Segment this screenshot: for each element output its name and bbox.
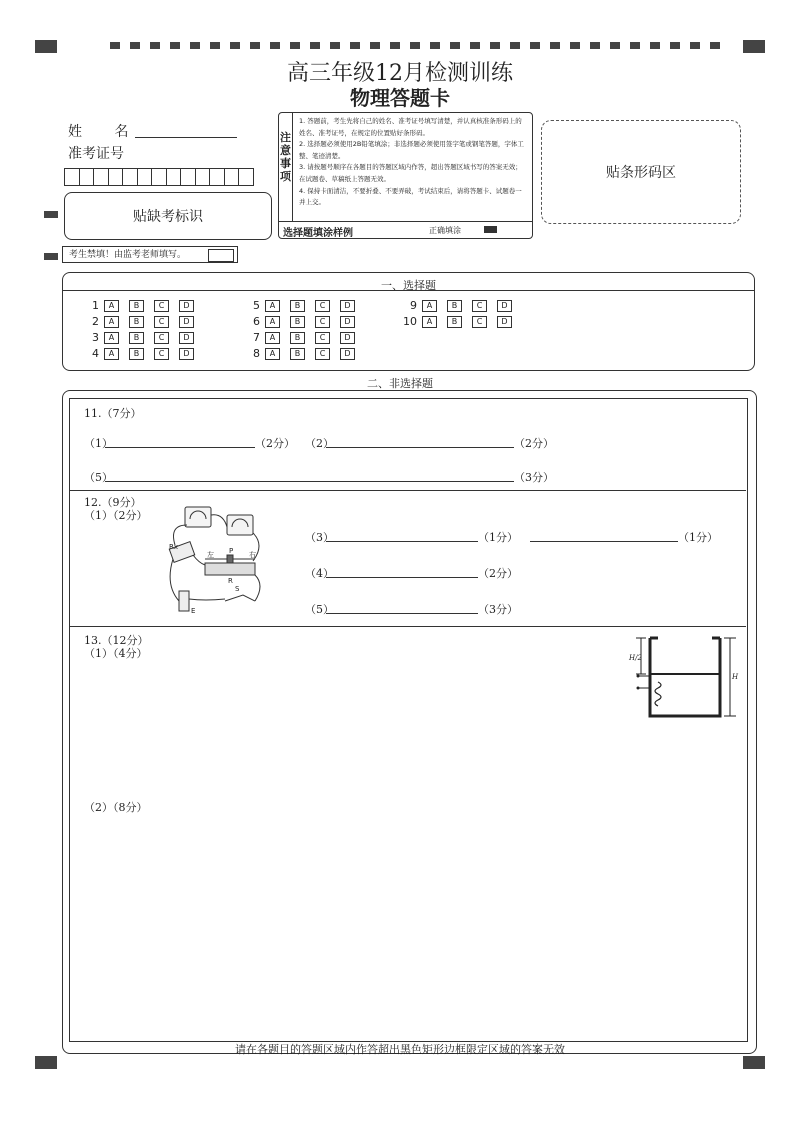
mc-question (403, 315, 522, 328)
mc-option-bubble[interactable]: D (497, 300, 512, 312)
label-left: 左 (207, 551, 214, 559)
mc-option-bubble[interactable]: C (315, 332, 330, 344)
mc-section (62, 272, 755, 371)
mc-question-number: 5 (253, 299, 260, 312)
timing-dash (190, 42, 200, 49)
mc-option-bubble[interactable]: C (154, 332, 169, 344)
q12-part3b-answer[interactable] (530, 541, 678, 542)
mc-option-bubble[interactable]: B (447, 316, 462, 328)
mc-question (246, 347, 365, 360)
q12-part4-answer[interactable] (326, 577, 478, 578)
timing-dash (710, 42, 720, 49)
mc-question-number: 4 (92, 347, 99, 360)
label-h2: H/2 (629, 654, 642, 662)
q11-part5-score: （3分） (514, 471, 554, 484)
mc-option-bubble[interactable]: C (315, 300, 330, 312)
mc-option-bubble[interactable]: C (315, 348, 330, 360)
q11-divider (69, 490, 746, 491)
timing-mark-left-1 (44, 211, 58, 218)
timing-mark-bottom-left (35, 1056, 57, 1069)
mc-option-bubble[interactable]: A (104, 316, 119, 328)
mc-question-number: 8 (253, 347, 260, 360)
q13-title: 13.（12分） (84, 634, 149, 647)
q12-part4-score: （2分） (478, 567, 518, 580)
timing-dash (130, 42, 140, 49)
timing-dash (270, 42, 280, 49)
timing-dash (650, 42, 660, 49)
absent-checkbox[interactable] (208, 249, 234, 262)
mc-option-bubble[interactable]: D (497, 316, 512, 328)
exam-id-cell[interactable] (167, 169, 182, 185)
mc-question-number: 7 (253, 331, 260, 344)
mc-option-bubble[interactable]: C (154, 316, 169, 328)
page-title: 高三年级12月检测训练 (287, 61, 513, 86)
mc-question (246, 299, 365, 312)
mc-option-bubble[interactable]: B (290, 300, 305, 312)
prohibit-note-box (62, 246, 238, 263)
timing-dash (110, 42, 120, 49)
timing-dash (410, 42, 420, 49)
missing-exam-label: 贴缺考标识 (133, 209, 203, 225)
timing-dash (530, 42, 540, 49)
mc-question (85, 299, 204, 312)
missing-exam-box[interactable] (64, 192, 272, 240)
label-s: S (235, 585, 240, 593)
timing-dash (230, 42, 240, 49)
timing-dash (390, 42, 400, 49)
q12-part3-label: （3） (305, 531, 334, 544)
q12-part5-answer[interactable] (326, 613, 478, 614)
timing-dash (290, 42, 300, 49)
label-p: P (229, 547, 234, 555)
exam-id-cell[interactable] (210, 169, 225, 185)
mc-option-bubble[interactable]: A (104, 348, 119, 360)
mc-question (85, 315, 204, 328)
mc-option-bubble[interactable]: D (179, 316, 194, 328)
prohibit-note: 考生禁填！由监考老师填写。 (69, 250, 187, 260)
timing-dash (470, 42, 480, 49)
mc-option-bubble[interactable]: D (179, 300, 194, 312)
q11-part5-answer[interactable] (105, 481, 514, 482)
mc-question-number: 3 (92, 331, 99, 344)
label-rx: Rx (169, 543, 179, 551)
timing-dash (690, 42, 700, 49)
rheostat (205, 563, 255, 575)
timing-dash (330, 42, 340, 49)
barcode-area (541, 120, 741, 224)
mc-option-bubble[interactable]: D (340, 348, 355, 360)
exam-id-cell[interactable] (65, 169, 80, 185)
meter-2 (227, 515, 253, 535)
timing-dash (310, 42, 320, 49)
mc-option-bubble[interactable]: B (129, 316, 144, 328)
label-r: R (228, 577, 233, 585)
notice-item: 2. 选择题必须使用2B铅笔填涂；非选择题必须使用签字笔或钢笔答题，字体工整、笔迹清楚。 (299, 140, 524, 160)
exam-id-cell[interactable] (152, 169, 167, 185)
timing-mark-left-2 (44, 253, 58, 260)
mc-option-bubble[interactable]: A (422, 300, 437, 312)
q13-sub2-label: （2）（8分） (84, 801, 148, 814)
correct-fill-sample (484, 226, 497, 233)
exam-id-cell[interactable] (80, 169, 95, 185)
exam-id-cell[interactable] (123, 169, 138, 185)
q12-title: 12.（9分） (84, 496, 142, 509)
mc-question (246, 315, 365, 328)
page-subtitle: 物理答题卡 (350, 86, 450, 110)
timing-dash (670, 42, 680, 49)
label-h: H (732, 673, 739, 681)
barcode-label: 贴条形码区 (606, 165, 676, 181)
q11-part5-label: （5） (84, 471, 113, 484)
mc-option-bubble[interactable]: B (290, 332, 305, 344)
notice-item: 1. 答题前，考生先将自己的姓名、准考证号填写清楚，并认真核准条形码上的姓名、准考证号，在规定的位置贴好条形码。 (299, 117, 522, 137)
mc-option-bubble[interactable]: D (340, 332, 355, 344)
timing-dash (250, 42, 260, 49)
q11-part1-score: （2分） (255, 437, 295, 450)
q11-part2-answer[interactable] (326, 447, 514, 448)
heating-coil (655, 682, 661, 706)
mc-option-bubble[interactable]: B (447, 300, 462, 312)
mc-question (85, 331, 204, 344)
mc-option-bubble[interactable]: C (154, 348, 169, 360)
mc-divider (63, 290, 754, 291)
mc-option-bubble[interactable]: B (129, 332, 144, 344)
notice-list (299, 116, 527, 209)
mc-question-number: 9 (410, 299, 417, 312)
answer-area-border (69, 398, 748, 1042)
mc-option-bubble[interactable]: A (104, 300, 119, 312)
mc-question-number: 2 (92, 315, 99, 328)
timing-dash (490, 42, 500, 49)
mc-option-bubble[interactable]: C (315, 316, 330, 328)
name-label: 姓 名 (68, 124, 143, 140)
q12-part4-label: （4） (305, 567, 334, 580)
mc-option-bubble[interactable]: B (290, 348, 305, 360)
notice-item: 4. 保持卡面清洁，不要折叠、不要弄破，考试结束后，请将答题卡、试题卷一并上交。 (299, 186, 522, 207)
q12-part5-score: （3分） (478, 603, 518, 616)
q11-part2-score: （2分） (514, 437, 554, 450)
name-field[interactable] (135, 137, 237, 138)
timing-dash (550, 42, 560, 49)
mc-option-bubble[interactable]: A (265, 316, 280, 328)
q12-part3-answer[interactable] (326, 541, 478, 542)
exam-id-cell[interactable] (109, 169, 124, 185)
meter-1 (185, 507, 211, 527)
q12-part3b-score: （1分） (678, 531, 718, 544)
footer-note: 请在各题目的答题区域内作答超出黑色矩形边框限定区域的答案无效 (235, 1043, 565, 1056)
timing-mark-top-left (35, 40, 57, 53)
exam-id-cell[interactable] (94, 169, 109, 185)
mc-option-bubble[interactable]: B (129, 348, 144, 360)
mc-option-bubble[interactable]: D (179, 348, 194, 360)
timing-dash (350, 42, 360, 49)
mc-question (403, 299, 522, 312)
mc-question-number: 10 (403, 315, 417, 328)
exam-id-cell[interactable] (225, 169, 240, 185)
q12-circuit-diagram (165, 505, 275, 617)
mc-option-bubble[interactable]: A (422, 316, 437, 328)
timing-dash (450, 42, 460, 49)
q11-part1-answer[interactable] (105, 447, 255, 448)
exam-id-cell[interactable] (196, 169, 211, 185)
mc-question-number: 1 (92, 299, 99, 312)
timing-dash (610, 42, 620, 49)
mc-option-bubble[interactable]: D (340, 300, 355, 312)
exam-id-cell[interactable] (181, 169, 196, 185)
mc-question (85, 347, 204, 360)
timing-dash (210, 42, 220, 49)
q11-part2-label: （2） (305, 437, 334, 450)
mc-option-bubble[interactable]: D (340, 316, 355, 328)
notice-box (278, 112, 533, 239)
fill-sample-label: 选择题填涂样例 (283, 228, 353, 239)
mc-option-bubble[interactable]: A (265, 300, 280, 312)
mc-section-title: 一、选择题 (381, 279, 436, 292)
mc-question-number: 6 (253, 315, 260, 328)
mc-option-bubble[interactable]: A (265, 332, 280, 344)
q13-sub1-label: （1）（4分） (84, 647, 148, 660)
non-mc-section-title: 二、非选择题 (367, 377, 433, 390)
mc-question (246, 331, 365, 344)
timing-dash (150, 42, 160, 49)
q12-divider (69, 626, 746, 627)
timing-dash (370, 42, 380, 49)
timing-dash (590, 42, 600, 49)
q12-sub1-label: （1）（2分） (84, 509, 148, 522)
notice-side-label: 注意事项 (279, 113, 293, 221)
exam-id-cell[interactable] (239, 169, 253, 185)
timing-mark-bottom-right (743, 1056, 765, 1069)
exam-id-grid[interactable] (64, 168, 254, 186)
mc-option-bubble[interactable]: A (104, 332, 119, 344)
timing-dash (510, 42, 520, 49)
mc-option-bubble[interactable]: A (265, 348, 280, 360)
q12-part5-label: （5） (305, 603, 334, 616)
notice-footer (279, 221, 532, 238)
timing-dash (170, 42, 180, 49)
exam-id-cell[interactable] (138, 169, 153, 185)
mc-option-bubble[interactable]: D (179, 332, 194, 344)
mc-option-bubble[interactable]: C (154, 300, 169, 312)
q12-part3-score: （1分） (478, 531, 518, 544)
exam-id-label: 准考证号 (68, 146, 124, 162)
q11-title: 11.（7分） (84, 407, 142, 420)
q13-container-diagram (628, 632, 743, 720)
label-right: 右 (249, 551, 256, 559)
switch (225, 595, 255, 601)
timing-track-top (110, 42, 720, 49)
correct-fill-label: 正确填涂 (429, 226, 461, 235)
mc-option-bubble[interactable]: B (290, 316, 305, 328)
label-e: E (191, 607, 196, 615)
notice-item: 3. 请按题号顺序在各题目的答题区域内作答，超出答题区域书写的答案无效；在试题卷、草稿纸上答题无效。 (299, 163, 522, 183)
timing-dash (570, 42, 580, 49)
container-outline (650, 638, 720, 716)
timing-dash (430, 42, 440, 49)
timing-dash (630, 42, 640, 49)
timing-mark-top-right (743, 40, 765, 53)
mc-option-bubble[interactable]: B (129, 300, 144, 312)
battery (179, 591, 189, 611)
mc-option-bubble[interactable]: C (472, 300, 487, 312)
mc-option-bubble[interactable]: C (472, 316, 487, 328)
q11-part1-label: （1） (84, 437, 113, 450)
